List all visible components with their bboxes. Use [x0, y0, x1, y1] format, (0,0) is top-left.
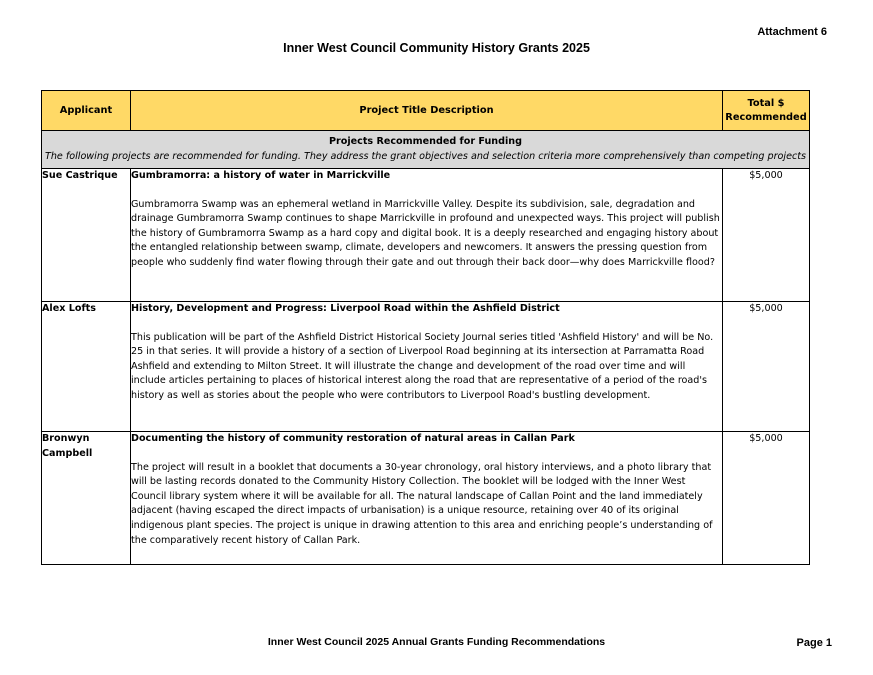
project-title: History, Development and Progress: Liverpool Road within the Ashfield District [131, 303, 560, 314]
page-number: Page 1 [796, 637, 832, 649]
project-title: Documenting the history of community restoration of natural areas in Callan Park [131, 433, 575, 444]
project-cell [131, 432, 723, 565]
project-description: This publication will be part of the Ashfield District Historical Society Journal series titled 'Ashfield History' and will be No. 25 in that series. It will provide a history of a section of Liverpool Road beginning at its intersection at Parramatta Road Ashfield and extending to Milton Street. It will illustrate the change and development of the road over time and will include articles pertaining to places of historical interest along the road that are representative of a period of the road's history as well as stories about the people who were contributors to Liverpool Road's bustling development. [131, 331, 714, 401]
table-row [42, 432, 810, 565]
footer-title: Inner West Council 2025 Annual Grants Funding Recommendations [267, 636, 606, 648]
applicant-cell: Sue Castrique [42, 169, 131, 302]
section-title: Projects Recommended for Funding [329, 135, 522, 147]
header-total-line2: Recommended [725, 111, 807, 123]
amount-cell: $5,000 [723, 302, 810, 432]
grants-table [41, 90, 810, 565]
header-applicant: Applicant [42, 91, 131, 131]
amount-cell: $5,000 [723, 432, 810, 565]
project-description: The project will result in a booklet that documents a 30-year chronology, oral history interviews, and a photo library that will be lasting records donated to the Community History Collection. The booklet will be lodged with the Inner West Council library system where it will be available for all. The natural landscape of Callan Point and the land immediately adjacent (having escaped the direct impacts of urbanisation) is a unique resource, retaining over 40 of its original indigenous plant species. The project is unique in drawing attention to this area and enriching people’s understanding of the comparatively recent history of Callan Park. [131, 461, 713, 546]
table-header-row [42, 91, 810, 131]
amount-cell: $5,000 [723, 169, 810, 302]
page-title: Inner West Council Community History Grants 2025 [283, 41, 590, 55]
attachment-label: Attachment 6 [757, 26, 827, 38]
header-total-line1: Total $ [747, 97, 785, 109]
header-total [723, 91, 810, 131]
applicant-cell: Alex Lofts [42, 302, 131, 432]
section-description: The following projects are recommended for funding. They address the grant objectives and selection criteria more comprehensively than competing projects [44, 150, 807, 162]
section-row [42, 131, 810, 169]
project-cell [131, 169, 723, 302]
project-cell [131, 302, 723, 432]
project-title: Gumbramorra: a history of water in Marrickville [131, 170, 391, 181]
header-project: Project Title Description [131, 91, 723, 131]
project-description: Gumbramorra Swamp was an ephemeral wetland in Marrickville Valley. Despite its subdivision, sale, degradation and drainage Gumbramorra Swamp continues to shape Marrickville in profound and unexpected ways. This project will publish the history of Gumbramorra Swamp as a hard copy and digital book. It is a deeply researched and engaging history about the entangled relationship between swamp, climate, developers and newcomers. It answers the pressing question from people who suddenly find water flowing through their gate and out through their back door—why does Marrickville flood? [131, 198, 720, 268]
section-cell [42, 131, 810, 169]
table-row [42, 169, 810, 302]
table-row [42, 302, 810, 432]
applicant-cell: Bronwyn Campbell [42, 432, 131, 565]
